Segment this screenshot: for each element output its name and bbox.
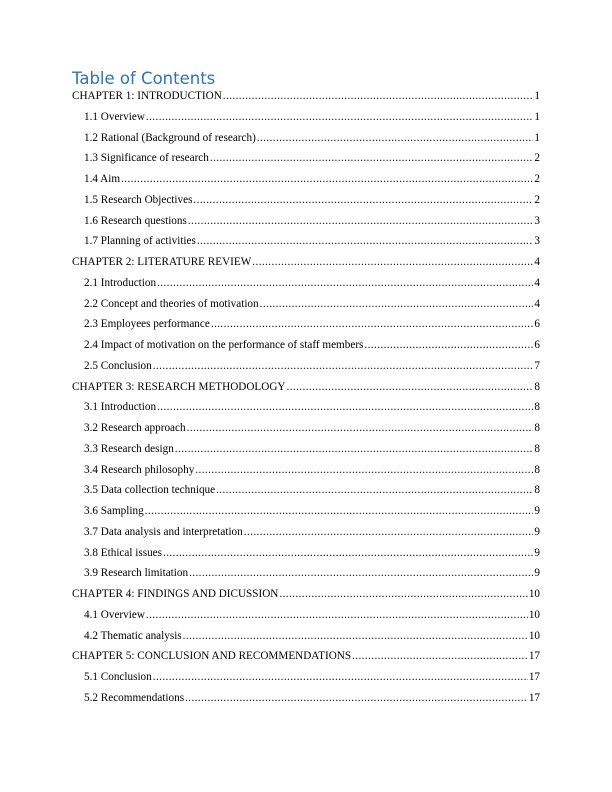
toc-dot-leader [163,547,533,559]
toc-page-number: 2 [534,193,540,206]
toc-entry[interactable] [72,339,540,360]
toc-entry[interactable] [72,318,540,339]
toc-page-number: 9 [534,505,540,517]
toc-title: Table of Contents [72,69,216,88]
toc-page-number: 8 [534,484,540,497]
toc-entry-text: 2.2 Concept and theories of motivation [84,297,259,310]
toc-dot-leader [153,671,528,683]
toc-page-number: 6 [534,318,540,331]
toc-entry-text: 2.5 Conclusion [84,359,152,372]
toc-entry[interactable] [72,401,540,422]
toc-entry[interactable] [72,256,540,277]
toc-entry[interactable] [72,422,540,443]
toc-entry[interactable] [72,381,540,402]
toc-page-number: 1 [534,131,540,144]
toc-entry-text: 5.2 Recommendations [84,691,185,704]
toc-entry-text: CHAPTER 1: INTRODUCTION [72,90,222,102]
toc-entry[interactable] [72,650,540,671]
toc-entry-text: 1.4 Aim [84,173,121,185]
toc-entry[interactable] [72,505,540,526]
toc-page-number: 9 [534,525,540,538]
toc-page-number: 4 [534,276,540,289]
toc-entry-text: 1.1 Overview [84,110,145,123]
toc-entry[interactable] [72,526,540,547]
toc-dot-leader [175,443,534,455]
toc-dot-leader [195,464,533,476]
toc-page-number: 17 [528,650,540,663]
toc-page-number: 1 [534,110,540,123]
toc-entry[interactable] [72,484,540,505]
toc-dot-leader [287,381,534,393]
toc-entry-text: CHAPTER 5: CONCLUSION AND RECOMMENDATIONS [72,650,352,663]
toc-dot-leader [146,111,534,123]
toc-page-number: 4 [534,297,540,310]
toc-entry-text: 4.2 Thematic analysis [84,629,182,642]
toc-entry-text: 3.9 Research limitation [84,567,189,580]
toc-entry-text: 3.3 Research design [84,442,174,455]
toc-entry[interactable] [72,277,540,298]
toc-page-number: 3 [534,214,540,227]
toc-entry[interactable] [72,588,540,609]
toc-page-number: 8 [534,422,540,434]
toc-dot-leader [153,360,534,372]
toc-entry-text: 1.2 Rational (Background of research) [84,131,256,144]
toc-page-number: 10 [528,629,540,642]
toc-entry-text: CHAPTER 2: LITERATURE REVIEW [72,256,252,268]
toc-dot-leader [252,256,533,268]
toc-dot-leader [279,588,527,600]
toc-entry-text: 3.4 Research philosophy [84,463,195,476]
toc-page-number: 7 [534,359,540,372]
toc-entry[interactable] [72,630,540,651]
toc-dot-leader [197,235,534,247]
toc-entry[interactable] [72,609,540,630]
toc-entry-text: 1.3 Significance of research [84,152,209,165]
toc-entry[interactable] [72,194,540,215]
toc-entry-text: 2.1 Introduction [84,276,157,289]
toc-page-number: 8 [534,401,540,414]
toc-entry[interactable] [72,443,540,464]
toc-dot-leader [189,567,533,579]
toc-dot-leader [260,298,534,310]
toc-dot-leader [183,630,528,642]
toc-page-number: 6 [534,339,540,351]
toc-entry[interactable] [72,132,540,153]
toc-entry-text: 1.6 Research questions [84,214,187,227]
toc-dot-leader [216,484,533,496]
toc-page-number: 10 [528,608,540,621]
toc-entry-text: 3.6 Sampling [84,505,144,517]
toc-page-number: 9 [534,546,540,559]
toc-entry[interactable] [72,173,540,194]
toc-entry[interactable] [72,90,540,111]
toc-page-number: 1 [534,90,540,102]
toc-entry[interactable] [72,464,540,485]
toc-dot-leader [193,194,533,206]
toc-page-number: 9 [534,567,540,580]
toc-page-number: 2 [534,173,540,185]
toc-list [72,90,540,713]
toc-page-number: 8 [534,463,540,476]
toc-entry[interactable] [72,111,540,132]
toc-page-number: 3 [534,235,540,248]
toc-entry-text: 3.1 Introduction [84,401,157,414]
toc-dot-leader [185,692,528,704]
toc-entry-text: 3.5 Data collection technique [84,484,216,497]
toc-page-number: 17 [528,691,540,704]
toc-entry[interactable] [72,298,540,319]
toc-entry-text: 2.3 Employees performance [84,318,210,331]
toc-page-number: 10 [528,588,540,600]
toc-dot-leader [211,318,534,330]
toc-dot-leader [187,422,534,434]
toc-page-number: 2 [534,152,540,165]
toc-page-number: 17 [528,671,540,683]
toc-entry[interactable] [72,547,540,568]
toc-entry-text: 3.2 Research approach [84,422,186,434]
toc-dot-leader [223,90,534,102]
toc-entry-text: 2.4 Impact of motivation on the performance of staff members [84,339,364,351]
toc-entry-text: 1.5 Research Objectives [84,193,193,206]
toc-entry-text: 3.7 Data analysis and interpretation [84,525,243,538]
toc-dot-leader [145,505,534,517]
toc-entry-text: 4.1 Overview [84,608,145,621]
toc-entry-text: CHAPTER 4: FINDINGS AND DICUSSION [72,588,279,600]
toc-entry-text: 1.7 Planning of activities [84,235,196,248]
toc-entry[interactable] [72,692,540,713]
toc-entry[interactable] [72,215,540,236]
toc-entry[interactable] [72,360,540,381]
toc-dot-leader [210,152,534,164]
toc-dot-leader [121,173,533,185]
toc-dot-leader [352,650,528,662]
toc-entry[interactable] [72,671,540,692]
toc-entry[interactable] [72,235,540,256]
toc-entry[interactable] [72,567,540,588]
toc-entry[interactable] [72,152,540,173]
toc-dot-leader [188,215,534,227]
toc-dot-leader [364,339,533,351]
toc-dot-leader [157,401,533,413]
toc-dot-leader [146,609,528,621]
toc-dot-leader [257,132,534,144]
toc-dot-leader [244,526,534,538]
toc-page-number: 8 [534,380,540,393]
toc-dot-leader [157,277,533,289]
toc-entry-text: 5.1 Conclusion [84,671,152,683]
toc-entry-text: 3.8 Ethical issues [84,546,162,559]
toc-page-number: 8 [534,442,540,455]
toc-page-number: 4 [534,256,540,268]
toc-entry-text: CHAPTER 3: RESEARCH METHODOLOGY [72,380,286,393]
